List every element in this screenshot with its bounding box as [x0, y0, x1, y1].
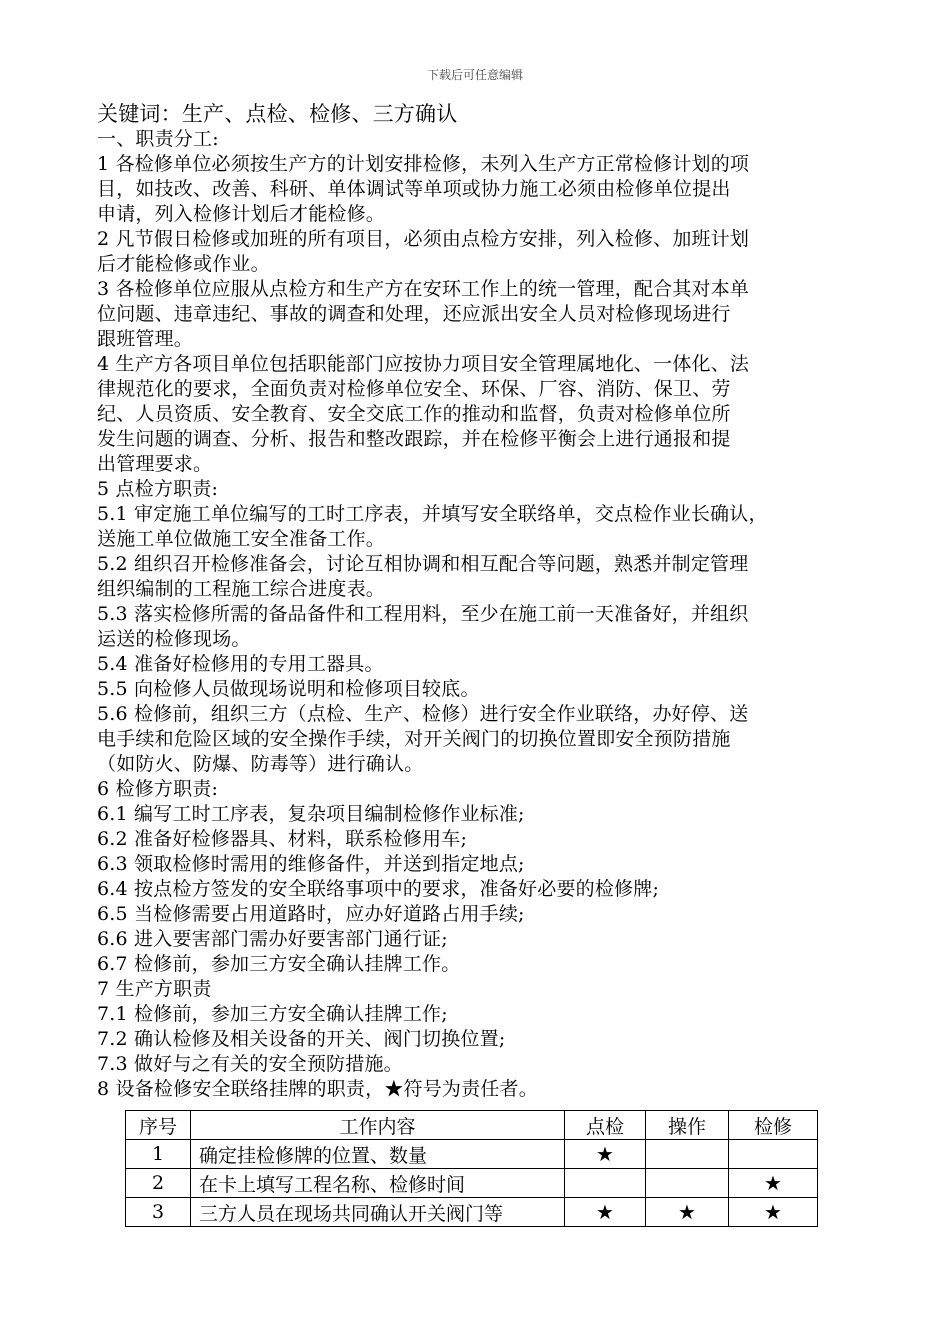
section-heading: 5 点检方职责: [97, 478, 219, 500]
paragraph-line: 8 设备检修安全联络挂牌的职责，★符号为责任者。 [97, 1078, 538, 1100]
paragraph-line: 送施工单位做施工安全准备工作。 [97, 528, 386, 550]
paragraph-line: 6.3 领取检修时需用的维修备件，并送到指定地点; [97, 853, 525, 875]
star-icon: ★ [729, 1169, 818, 1198]
paragraph-line: 出管理要求。 [97, 453, 213, 475]
paragraph-line: 5.1 审定施工单位编写的工时工序表，并填写安全联络单，交点检作业长确认， [97, 503, 768, 525]
paragraph-line: 7.2 确认检修及相关设备的开关、阀门切换位置; [97, 1028, 506, 1050]
paragraph-line: 5.4 准备好检修用的专用工器具。 [97, 653, 384, 675]
task-cell: 在卡上填写工程名称、检修时间 [191, 1169, 565, 1198]
paragraph-line: 5.6 检修前，组织三方（点检、生产、检修）进行安全作业联络，办好停、送 [97, 703, 749, 725]
task-cell: 三方人员在现场共同确认开关阀门等 [191, 1198, 565, 1227]
paragraph-line: （如防火、防爆、防毒等）进行确认。 [97, 753, 424, 775]
star-icon [565, 1169, 646, 1198]
paragraph-line: 组织编制的工程施工综合进度表。 [97, 578, 386, 600]
column-header: 序号 [126, 1111, 191, 1140]
star-icon: ★ [565, 1198, 646, 1227]
paragraph-line: 2 凡节假日检修或加班的所有项目，必须由点检方安排，列入检修、加班计划 [97, 228, 750, 250]
responsibility-table [125, 1110, 818, 1227]
paragraph-line: 目，如技改、改善、科研、单体调试等单项或协力施工必须由检修单位提出 [97, 178, 731, 200]
paragraph-line: 6.1 编写工时工序表，复杂项目编制检修作业标准; [97, 803, 525, 825]
star-icon [729, 1140, 818, 1169]
column-header: 工作内容 [191, 1111, 565, 1140]
paragraph-line: 电手续和危险区域的安全操作手续，对开关阀门的切换位置即安全预防措施 [97, 728, 731, 750]
section-heading: 6 检修方职责: [97, 778, 219, 800]
table-row [126, 1198, 818, 1227]
paragraph-line: 6.6 进入要害部门需办好要害部门通行证; [97, 928, 448, 950]
paragraph-line: 后才能检修或作业。 [97, 253, 270, 275]
column-header: 点检 [565, 1111, 646, 1140]
section-heading: 7 生产方职责 [97, 978, 212, 1000]
paragraph-line: 位问题、违章违纪、事故的调查和处理，还应派出安全人员对检修现场进行 [97, 303, 731, 325]
paragraph-line: 发生问题的调查、分析、报告和整改跟踪，并在检修平衡会上进行通报和提 [97, 428, 731, 450]
section-heading: 一、职责分工: [97, 128, 219, 150]
document-body [97, 102, 859, 1102]
paragraph-line: 4 生产方各项目单位包括职能部门应按协力项目安全管理属地化、一体化、法 [97, 353, 750, 375]
star-icon: ★ [729, 1198, 818, 1227]
paragraph-line: 1 各检修单位必须按生产方的计划安排检修，未列入生产方正常检修计划的项 [97, 153, 750, 175]
star-icon: ★ [565, 1140, 646, 1169]
paragraph-line: 运送的检修现场。 [97, 628, 251, 650]
paragraph-line: 6.4 按点检方签发的安全联络事项中的要求，准备好必要的检修牌; [97, 878, 660, 900]
page-header: 下载后可任意编辑 [426, 68, 523, 82]
paragraph-line: 6.2 准备好检修器具、材料，联系检修用车; [97, 828, 468, 850]
keywords-line: 关键词：生产、点检、检修、三方确认 [97, 102, 458, 126]
paragraph-line: 跟班管理。 [97, 328, 194, 350]
column-header: 操作 [646, 1111, 729, 1140]
table-row [126, 1169, 818, 1198]
column-header: 检修 [729, 1111, 818, 1140]
responsibility-table-wrapper [125, 1110, 818, 1227]
star-icon: ★ [646, 1198, 729, 1227]
paragraph-line: 申请，列入检修计划后才能检修。 [97, 203, 386, 225]
paragraph-line: 6.5 当检修需要占用道路时，应办好道路占用手续; [97, 903, 525, 925]
paragraph-line: 7.1 检修前，参加三方安全确认挂牌工作; [97, 1003, 448, 1025]
row-number: 2 [126, 1169, 191, 1198]
paragraph-line: 6.7 检修前，参加三方安全确认挂牌工作。 [97, 953, 461, 975]
table-header-row [126, 1111, 818, 1140]
row-number: 3 [126, 1198, 191, 1227]
star-icon [646, 1169, 729, 1198]
paragraph-line: 律规范化的要求，全面负责对检修单位安全、环保、厂容、消防、保卫、劳 [97, 378, 731, 400]
paragraph-line: 5.3 落实检修所需的备品备件和工程用料，至少在施工前一天准备好，并组织 [97, 603, 749, 625]
paragraph-line: 5.2 组织召开检修准备会，讨论互相协调和相互配合等问题，熟悉并制定管理 [97, 553, 749, 575]
paragraph-line: 纪、人员资质、安全教育、安全交底工作的推动和监督，负责对检修单位所 [97, 403, 731, 425]
paragraph-line: 7.3 做好与之有关的安全预防措施。 [97, 1053, 403, 1075]
row-number: 1 [126, 1140, 191, 1169]
paragraph-line: 5.5 向检修人员做现场说明和检修项目较底。 [97, 678, 480, 700]
task-cell: 确定挂检修牌的位置、数量 [191, 1140, 565, 1169]
star-icon [646, 1140, 729, 1169]
table-row [126, 1140, 818, 1169]
paragraph-line: 3 各检修单位应服从点检方和生产方在安环工作上的统一管理，配合其对本单 [97, 278, 750, 300]
